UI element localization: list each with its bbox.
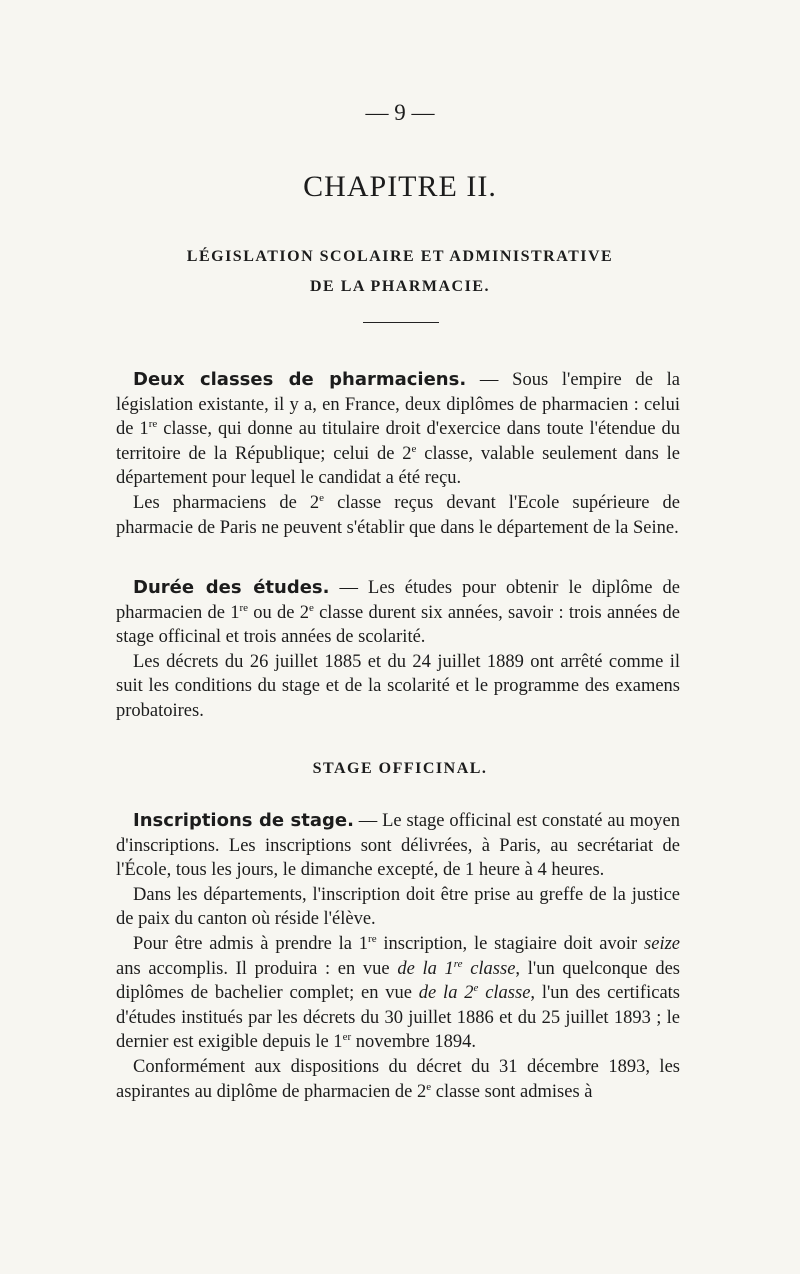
section-inscriptions (116, 809, 680, 1104)
text-run: classe, qui donne au titulaire droit d'exercice dans toute l'étendue du territoire de la République; celui de 2 (116, 419, 681, 464)
superscript: re (239, 601, 249, 614)
superscript: re (148, 418, 158, 431)
section-heading: Durée des études. (133, 577, 330, 598)
text-run: Conformément aux dispositions du décret du 31 décembre 1893, les aspirantes au diplôme de pharmacien de 2 (116, 1056, 680, 1102)
italic-run: classe (478, 983, 531, 1004)
superscript: e (473, 982, 479, 994)
text-run: classe durent six années, savoir : trois années de stage officinal et trois années de scolarité. (116, 602, 680, 648)
section-duree-etudes (116, 576, 680, 724)
superscript: re (368, 932, 377, 945)
text-run: ans accomplis. Il produira : en vue (116, 958, 398, 979)
text-run: Les pharmaciens de 2 (133, 492, 320, 513)
chapter-subtitle-line1: LÉGISLATION SCOLAIRE ET ADMINISTRATIVE (186, 248, 614, 265)
paragraph: Les décrets du 26 juillet 1885 et du 24 juillet 1889 ont arrêté comme il suit les conditions du stage et de la scolarité et le programme des examens probatoires. (116, 651, 680, 721)
text-run: Pour être admis à prendre la 1 (133, 933, 369, 954)
superscript: e (319, 491, 324, 504)
page-number: — 9 — (365, 100, 435, 125)
paragraph: Dans les départements, l'inscription doit être prise au greffe de la justice de paix du canton où réside l'élève. (116, 884, 680, 930)
text-run: classe, valable seulement dans le département pour lequel le candidat a été reçu. (116, 443, 680, 489)
text-run: — Le stage officinal est constaté au moyen d'inscriptions. Les inscriptions sont délivrées, à Paris, au secrétariat de l'École, tous les jours, le dimanche excepté, de 1 heure à 4 heures. (116, 811, 680, 881)
text-run: — Sous l'empire de la législation existante, il y a, en France, deux diplômes de pharmacien : celui de 1 (116, 370, 681, 440)
section-heading: Deux classes de pharmaciens. (133, 369, 467, 390)
text-run: classe sont admises à (431, 1081, 593, 1102)
italic-run: seize (644, 933, 680, 954)
italic-run: classe (462, 958, 516, 979)
text-run: — Les études pour obtenir le diplôme de pharmacien de 1 (116, 578, 680, 623)
section-heading: Inscriptions de stage. (133, 810, 354, 831)
chapter-title: CHAPITRE II. (303, 170, 497, 203)
superscript: e (411, 442, 417, 455)
section-deux-classes (116, 368, 680, 540)
superscript: e (308, 601, 314, 614)
paragraph (116, 809, 680, 883)
paragraph (116, 576, 680, 650)
separator-rule (363, 322, 439, 323)
italic-run: de la 2 (418, 983, 474, 1004)
paragraph (116, 368, 680, 491)
superscript: e (426, 1080, 432, 1093)
paragraph (116, 491, 680, 540)
paragraph (116, 1055, 680, 1104)
text-run: novembre 1894. (351, 1032, 476, 1053)
stage-officinal-heading: STAGE OFFICINAL. (312, 760, 488, 777)
text-run: , l'un quelconque des diplômes de bachelier complet; en vue (116, 958, 680, 1004)
text-run: inscription, le stagiaire doit avoir (376, 933, 645, 954)
text-run: , l'un des certificats d'études institués par les décrets du 30 juillet 1886 et du 25 juillet 1893 ; le dernier est exigible depuis le 1 (116, 983, 680, 1053)
paragraph (116, 932, 680, 1055)
chapter-subtitle-line2: DE LA PHARMACIE. (309, 278, 490, 295)
text-run: classe reçus devant l'Ecole supérieure de pharmacie de Paris ne peuvent s'établir que dans le département de la Seine. (116, 492, 680, 538)
superscript: re (453, 957, 463, 970)
superscript: er (342, 1031, 352, 1044)
italic-run: de la 1 (397, 958, 454, 979)
text-run: ou de 2 (248, 602, 309, 623)
